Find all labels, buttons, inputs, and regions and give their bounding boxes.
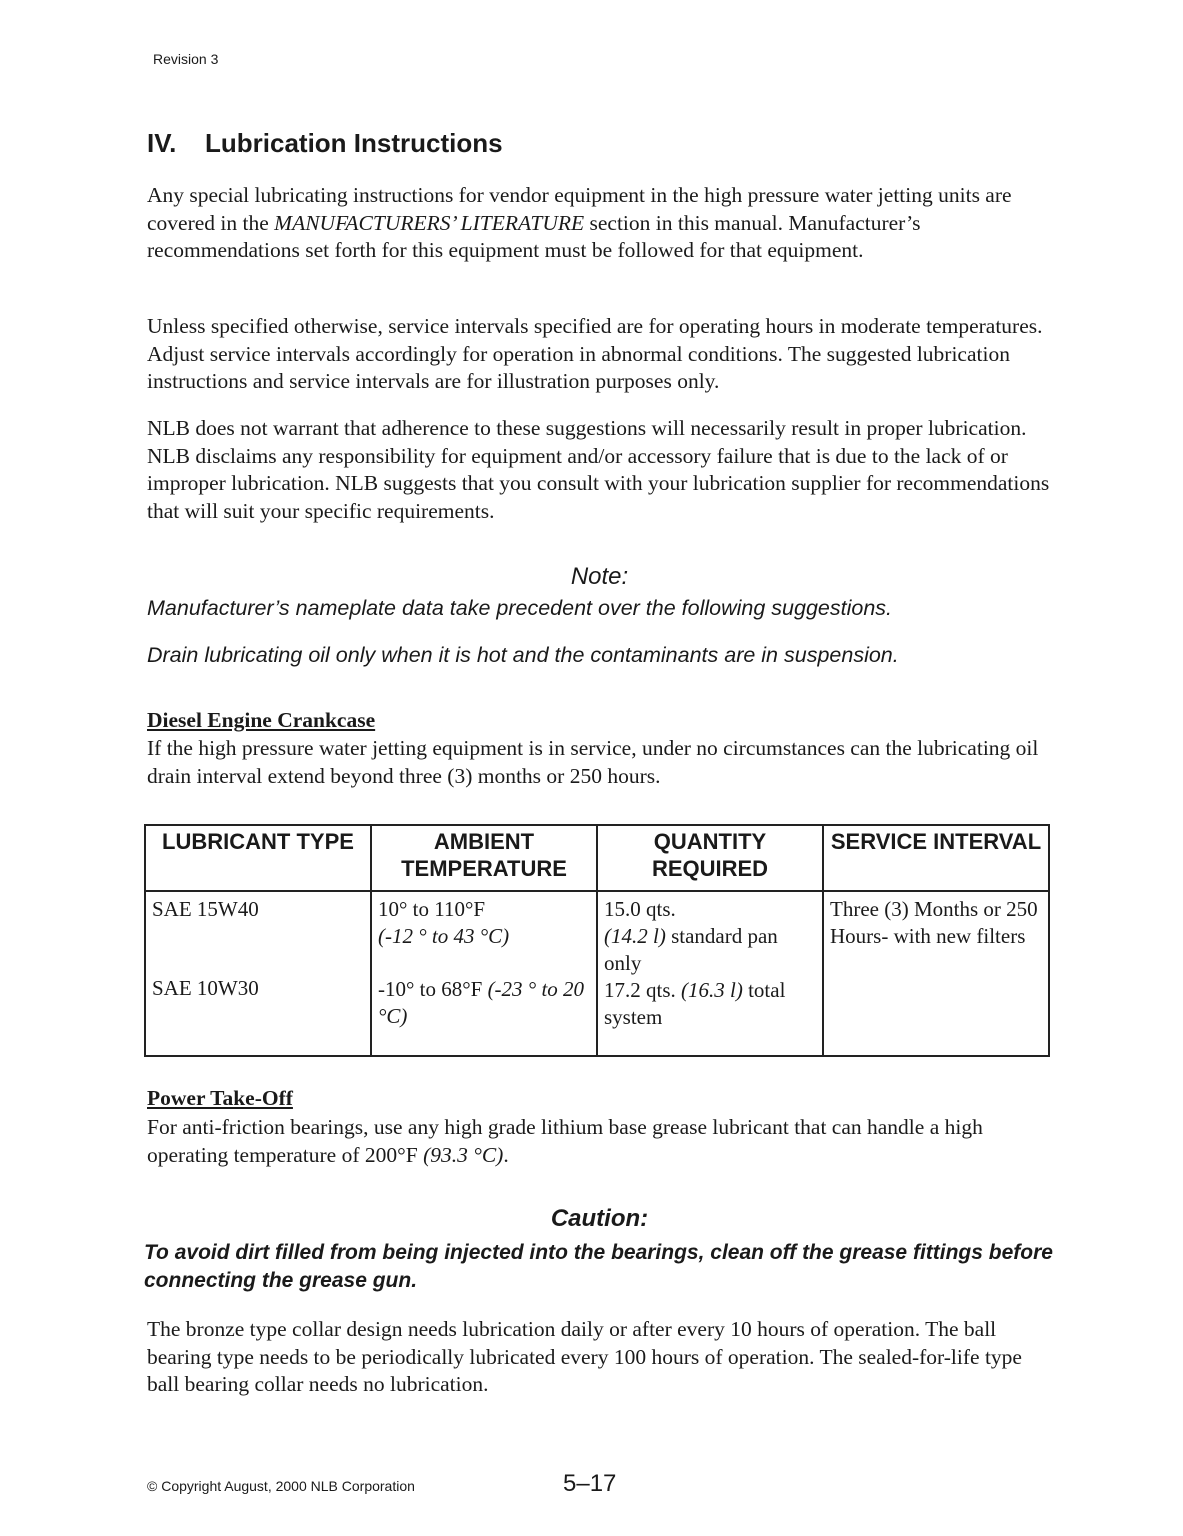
temp-15w40-f: 10° to 110°F	[378, 897, 486, 921]
footer-copyright: © Copyright August, 2000 NLB Corporation	[147, 1478, 415, 1494]
intro-p1-text-a: Any special lubricating instructions for vendor equipment in the high pressure water jetting units are covered in the	[147, 183, 1012, 235]
header-service-interval: SERVICE INTERVAL	[823, 825, 1049, 891]
header-quantity-required: QUANTITY REQUIRED	[597, 825, 823, 891]
table-row	[145, 891, 1049, 1056]
qty-total-system: 17.2 qts. (16.3 l) total system	[604, 978, 786, 1029]
bearings-text: The bronze type collar design needs lubrication daily or after every 10 hours of operation. The ball bearing type needs to be periodically lubricated every 100 hours of operation. The sealed-for-life type ball bearing collar needs no lubrication.	[147, 1317, 1022, 1396]
note-title: Note:	[570, 563, 629, 590]
page-number: 5–17	[563, 1470, 617, 1497]
lubricant-cell	[145, 891, 371, 1056]
section-title: Lubrication Instructions	[205, 128, 503, 158]
temp-10w30: -10° to 68°F (-23 ° to 20 °C)	[378, 977, 585, 1028]
lubrication-table	[144, 824, 1050, 1057]
lubricant-10w30: SAE 10W30	[152, 976, 259, 1000]
qty-standard-pan: (14.2 l) standard pan only	[604, 924, 778, 975]
header-ambient-temperature: AMBIENT TEMPERATURE	[371, 825, 597, 891]
section-number: IV.	[147, 128, 177, 158]
caution-text: To avoid dirt filled from being injected into the bearings, clean off the grease fittings before connecting the grease gun.	[144, 1241, 1053, 1292]
intro-paragraph-2: Unless specified otherwise, service intervals specified are for operating hours in moderate temperatures. Adjust service intervals accordingly for operation in abnormal conditions. The suggested lubrication instructions and service intervals are for illustration purposes only.	[147, 314, 1043, 393]
revision-label: Revision 3	[153, 51, 219, 67]
intro-p1-text-b: section in this manual. Manufacturer’s recommendations set forth for this equipment must be followed for that equipment.	[147, 210, 921, 262]
table-header-row	[145, 825, 1049, 891]
lubricant-15w40: SAE 15W40	[152, 897, 259, 921]
interval-cell	[823, 891, 1049, 1056]
note-line-1: Manufacturer’s nameplate data take precedent over the following suggestions.	[147, 596, 892, 620]
temp-15w40-c: (-12 ° to 43 °C)	[378, 924, 510, 948]
crankcase-text: If the high pressure water jetting equipment is in service, under no circumstances can the lubricating oil drain interval extend beyond three (3) months or 250 hours.	[147, 736, 1039, 788]
service-interval-text: Three (3) Months or 250 Hours- with new filters	[830, 897, 1038, 948]
intro-paragraph-3: NLB does not warrant that adherence to these suggestions will necessarily result in proper lubrication. NLB disclaims any responsibility for equipment and/or accessory failure that is due to the lack of or improper lubrication. NLB suggests that you consult with your lubrication supplier for recommendations that will suit your specific requirements.	[147, 416, 1050, 523]
header-lubricant-type: LUBRICANT TYPE	[145, 825, 371, 891]
manufacturers-literature-ref: MANUFACTURERS’ LITERATURE	[274, 210, 585, 235]
section-heading	[147, 128, 503, 159]
qty-standard-pan-qts: 15.0 qts.	[604, 897, 676, 921]
quantity-cell	[597, 891, 823, 1056]
caution-title: Caution:	[550, 1205, 649, 1232]
crankcase-heading: Diesel Engine Crankcase	[147, 708, 376, 732]
temperature-cell	[371, 891, 597, 1056]
intro-paragraph-1	[147, 182, 1052, 265]
pto-heading: Power Take-Off	[147, 1086, 293, 1110]
note-line-2: Drain lubricating oil only when it is hot and the contaminants are in suspension.	[147, 643, 899, 667]
pto-text: For anti-friction bearings, use any high grade lithium base grease lubricant that can handle a high operating temperature of 200°F (93.3 °C).	[147, 1115, 983, 1167]
